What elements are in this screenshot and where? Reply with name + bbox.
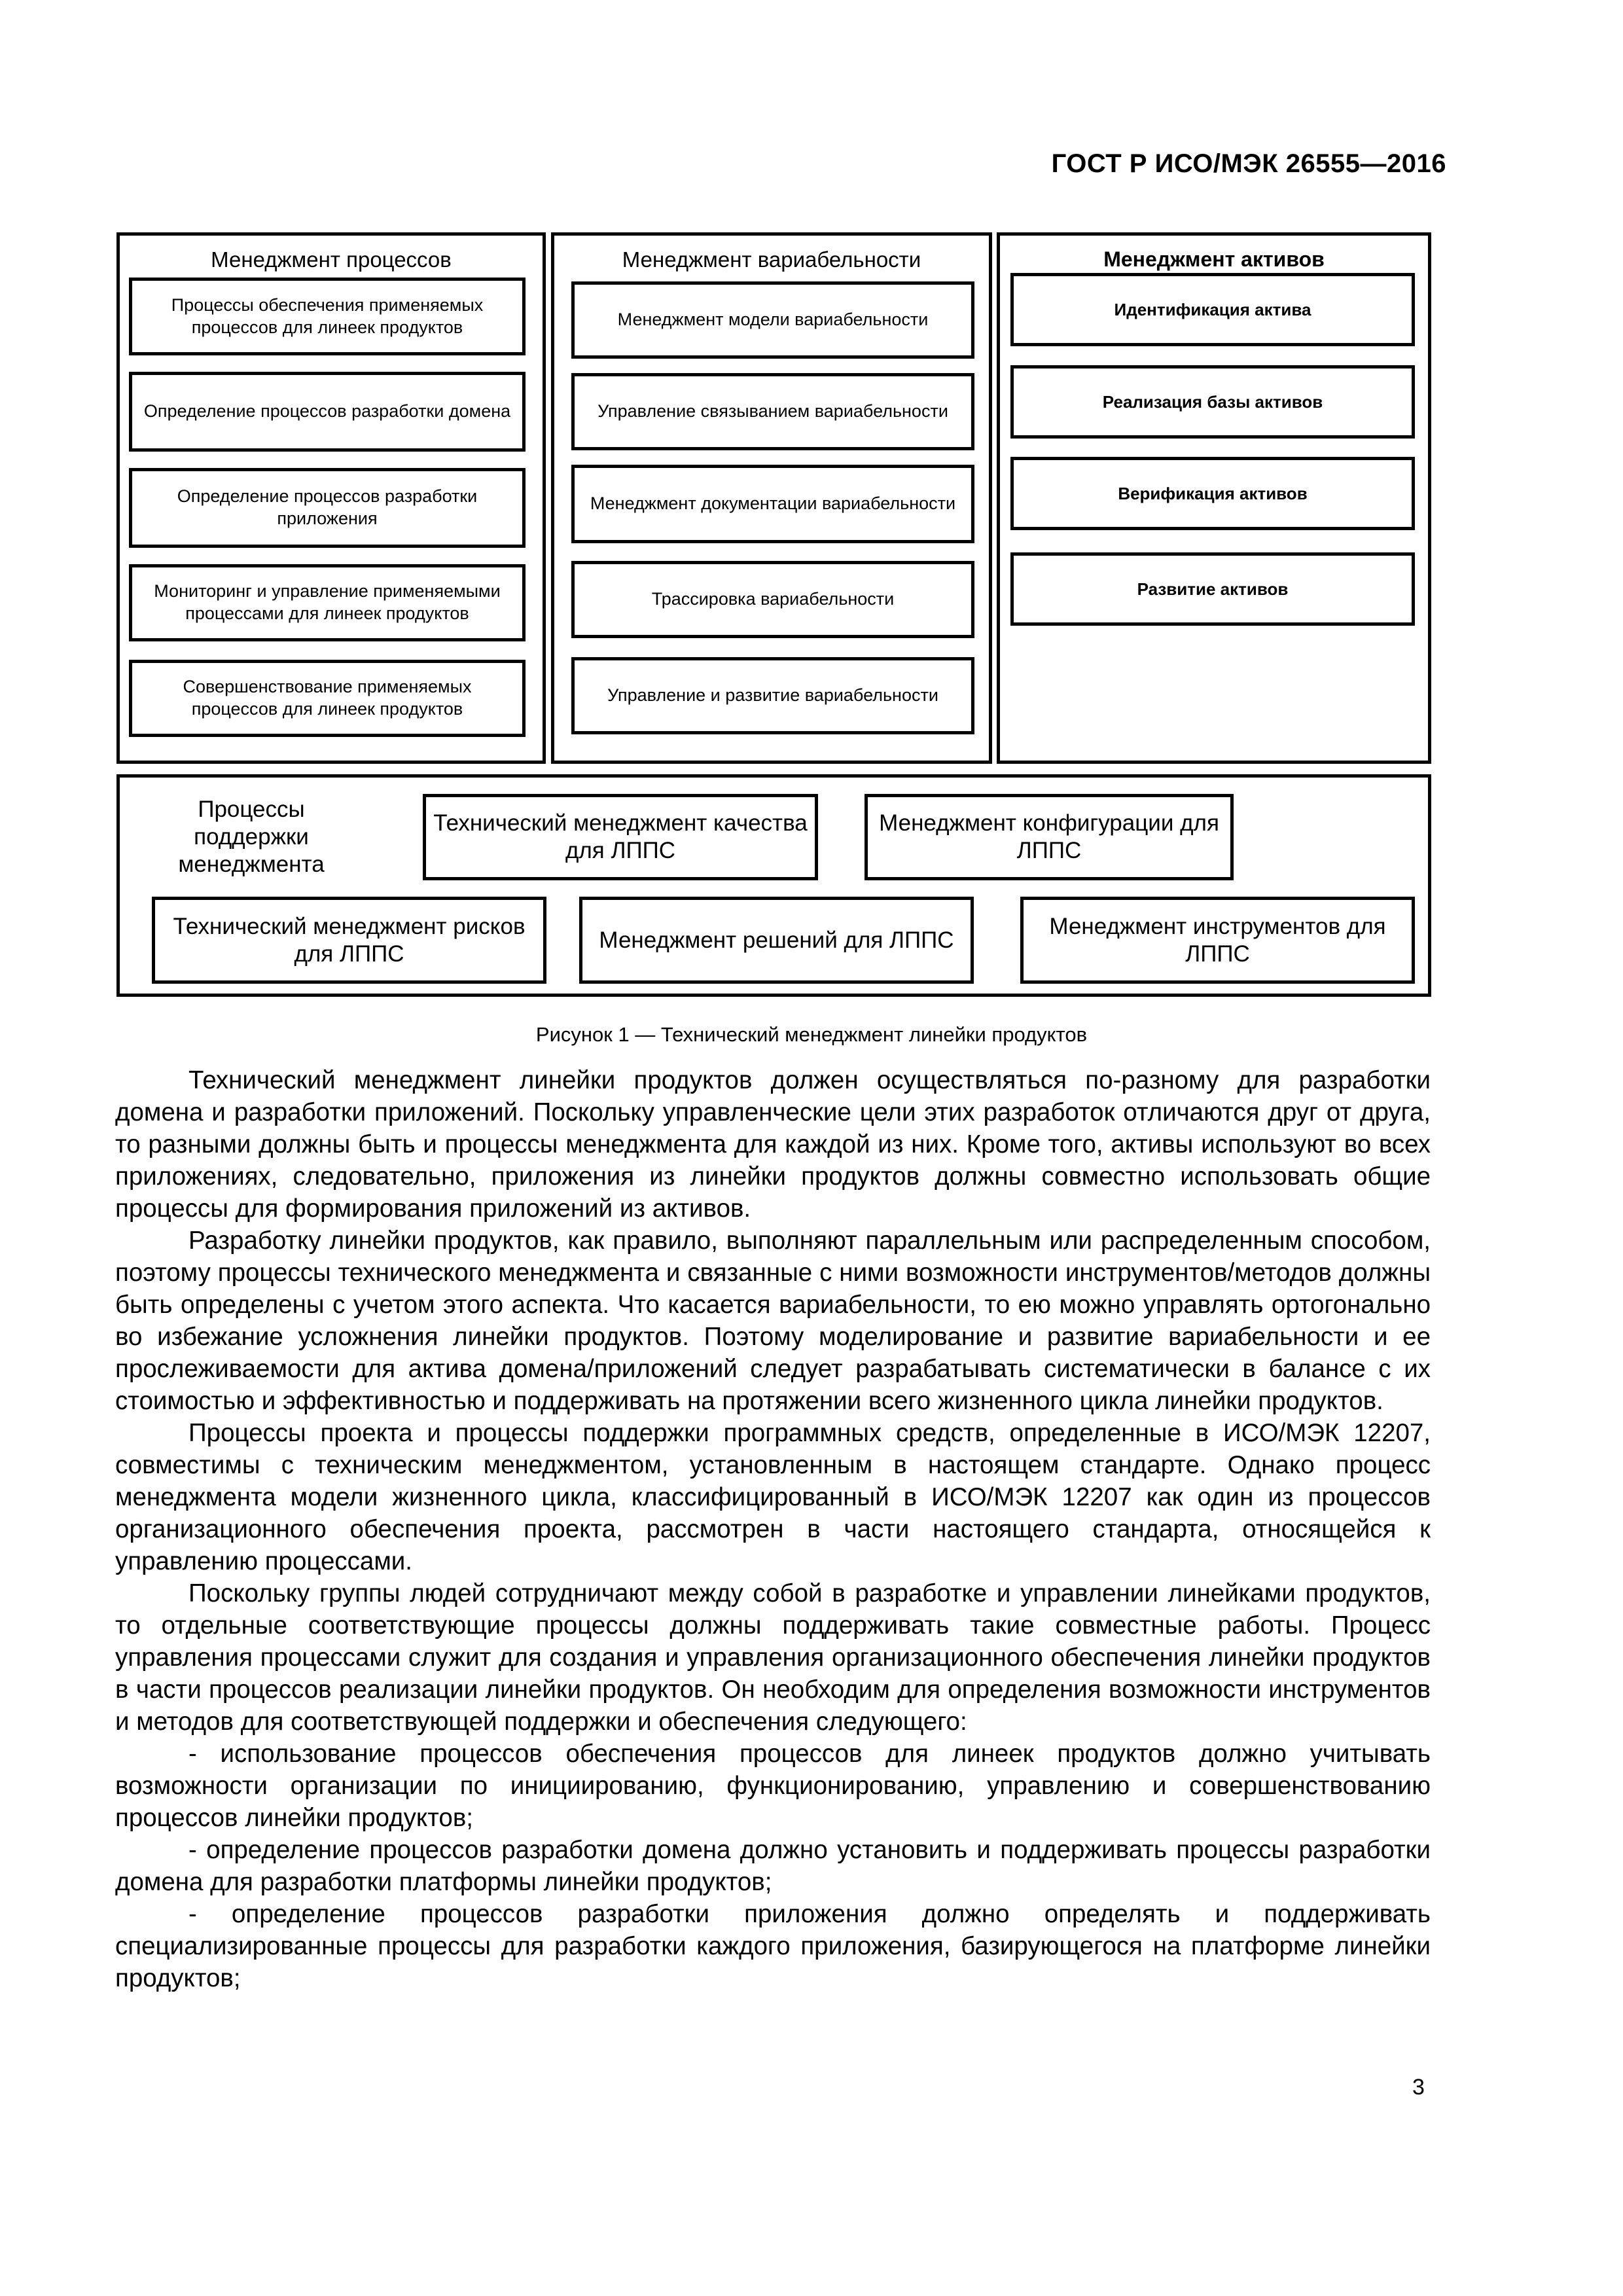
column-process-management xyxy=(116,232,546,764)
paragraph: Разработку линейки продуктов, как правило, выполняют параллельным или распределенным способом, поэтому процессы технического менеджмента и связанные с ними возможности инструментов/методов должны быть определены с учетом этого аспекта. Что касается вариабельности, то ею можно управлять ортогонально во избежание усложнения линейки продуктов. Поэтому моделирование и развитие вариабельности и ее прослеживаемости для актива домена/приложений следует разрабатывать систематически в балансе с их стоимостью и эффективностью и поддерживать на протяжении всего жизненного цикла линейки продуктов. xyxy=(115,1227,1431,1415)
column-title: Менеджмент активов xyxy=(1103,247,1325,271)
support-box-risk: Технический менеджмент рисков для ЛППС xyxy=(152,897,546,984)
process-box: Определение процессов разработки приложения xyxy=(129,468,526,548)
process-box: Совершенствование применяемых процессов для линеек продуктов xyxy=(129,660,526,737)
column-title: Менеджмент вариабельности xyxy=(622,247,921,272)
paragraph: Процессы проекта и процессы поддержки программных средств, определенные в ИСО/МЭК 12207, совместимы с техническим менеджментом, установленным в настоящем стандарте. Однако процесс менеджмента модели жизненного цикла, классифицированный в ИСО/МЭК 12207 как один из процессов организационного обеспечения проекта, рассмотрен в части настоящего стандарта, относящейся к управлению процессами. xyxy=(115,1419,1431,1575)
support-box-decision: Менеджмент решений для ЛППС xyxy=(579,897,974,984)
column-variability-management xyxy=(551,232,992,764)
list-item: - определение процессов разработки домена должно установить и поддерживать процессы разработки домена для разработки платформы линейки продуктов; xyxy=(115,1836,1431,1896)
body-text xyxy=(115,1064,1431,1994)
asset-box: Верификация активов xyxy=(1010,457,1415,530)
process-box: Мониторинг и управление применяемыми процессами для линеек продуктов xyxy=(129,564,526,641)
support-processes-panel xyxy=(116,774,1431,997)
document-header-standard: ГОСТ Р ИСО/МЭК 26555—2016 xyxy=(1051,149,1446,178)
figure-caption: Рисунок 1 — Технический менеджмент линейки продуктов xyxy=(535,1023,1088,1046)
paragraph: Поскольку группы людей сотрудничают между собой в разработке и управлении линейками продуктов, то отдельные соответствующие процессы должны поддерживать такие совместные работы. Процесс управления процессами служит для создания и управления организационного обеспечения линейки продуктов в части процессов реализации линейки продуктов. Он необходим для определения возможности инструментов и методов для соответствующей поддержки и обеспечения следующего: xyxy=(115,1579,1431,1736)
page-number: 3 xyxy=(1412,2075,1425,2100)
variability-box: Управление и развитие вариабельности xyxy=(571,657,974,734)
list-item: - определение процессов разработки приложения должно определять и поддерживать специализированные процессы для разработки каждого приложения, базирующегося на платформе линейки продуктов; xyxy=(115,1900,1431,1992)
process-box: Определение процессов разработки домена xyxy=(129,372,526,452)
list-item: - использование процессов обеспечения процессов для линеек продуктов должно учитывать возможности организации по инициированию, функционированию, управлению и совершенствованию процессов линейки продуктов; xyxy=(115,1740,1431,1832)
column-asset-management xyxy=(997,232,1431,764)
support-box-configuration: Менеджмент конфигурации для ЛППС xyxy=(865,794,1234,880)
asset-box: Развитие активов xyxy=(1010,552,1415,626)
variability-box: Менеджмент модели вариабельности xyxy=(571,281,974,359)
asset-box: Идентификация актива xyxy=(1010,273,1415,346)
support-box-quality: Технический менеджмент качества для ЛППС xyxy=(423,794,818,880)
paragraph: Технический менеджмент линейки продуктов должен осуществляться по-разному для разработки домена и разработки приложений. Поскольку управленческие цели этих разработок отличаются друг от друга, то разными должны быть и процессы менеджмента для каждой из них. Кроме того, активы используют во всех приложениях, следовательно, приложения из линейки продуктов должны совместно использовать общие процессы для формирования приложений из активов. xyxy=(115,1066,1431,1223)
support-processes-label: Процессы поддержки менеджмента xyxy=(178,797,325,877)
variability-box: Менеджмент документации вариабельности xyxy=(571,465,974,543)
variability-box: Управление связыванием вариабельности xyxy=(571,373,974,450)
process-box: Процессы обеспечения применяемых процессов для линеек продуктов xyxy=(129,278,526,355)
asset-box: Реализация базы активов xyxy=(1010,365,1415,439)
column-title: Менеджмент процессов xyxy=(211,247,452,272)
support-box-tools: Менеджмент инструментов для ЛППС xyxy=(1020,897,1415,984)
variability-box: Трассировка вариабельности xyxy=(571,561,974,638)
